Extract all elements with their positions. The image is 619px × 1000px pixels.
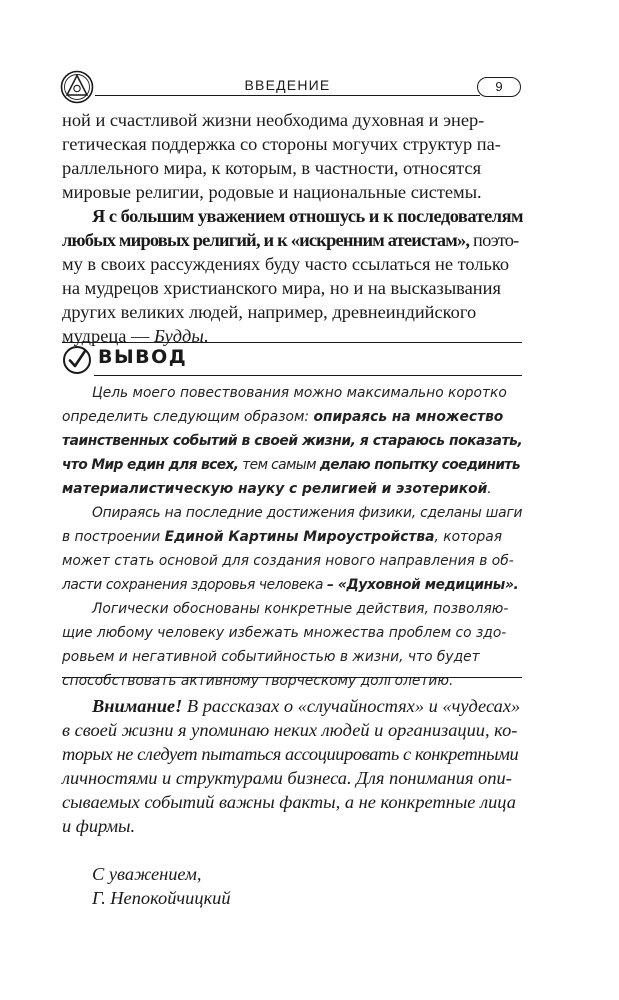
- checkmark-circle-icon: [62, 345, 92, 375]
- conclusion-title: ВЫВОД: [98, 346, 188, 368]
- text-line: в своей жизни я упоминаю неких людей и организации, ко-: [62, 720, 518, 740]
- text-line: на мудрецов христианского мира, но и на высказывания: [62, 278, 501, 298]
- conclusion-line: что Мир един для всех, тем самым делаю попытку соединить: [62, 457, 520, 473]
- text-line: Внимание! В рассказах о «случайностях» и «чудесах»: [92, 696, 521, 716]
- running-header-title: ВВЕДЕНИЕ: [244, 77, 331, 93]
- text-line: мудреца — Будды.: [62, 326, 209, 346]
- text-line: ной и счастливой жизни необходима духовная и энер-: [62, 110, 485, 130]
- text-line: Я с большим уважением отношусь и к последователям: [92, 206, 524, 226]
- conclusion-line: Опираясь на последние достижения физики, сделаны шаги: [92, 505, 523, 521]
- conclusion-line: ласти сохранения здоровья человека – «Духовной медицины».: [62, 577, 519, 593]
- conclusion-line: Логически обоснованы конкретные действия, позволяю-: [92, 601, 509, 617]
- text-line: гетическая поддержка со стороны могучих структур па-: [62, 134, 501, 154]
- text-line: и фирмы.: [62, 816, 136, 836]
- conclusion-line: может стать основой для создания нового направления в об-: [62, 553, 514, 569]
- text-line: раллельного мира, к которым, в частности, относятся: [62, 158, 482, 178]
- conclusion-line: определить следующим образом: опираясь на множество: [62, 409, 504, 425]
- conclusion-line: материалистическую науку с религией и эзотерикой.: [62, 481, 492, 497]
- conclusion-top-rule: [62, 342, 522, 343]
- page-number: 9: [477, 77, 521, 97]
- triangle-emblem-icon: [60, 70, 94, 104]
- text-line: любых мировых религий, и к «искренним атеистам», поэто-: [62, 230, 519, 250]
- conclusion-title-rule: [94, 375, 522, 376]
- header-rule: [95, 95, 480, 96]
- conclusion-line: способствовать активному творческому долголетию.: [62, 673, 454, 689]
- conclusion-line: в построении Единой Картины Мироустройства, которая: [62, 529, 503, 545]
- conclusion-bottom-rule: [62, 677, 522, 678]
- conclusion-line: Цель моего повествования можно максимально коротко: [92, 385, 507, 401]
- signature-author: Г. Непокойчицкий: [92, 888, 231, 908]
- signature-greeting: С уважением,: [92, 864, 202, 884]
- text-line: сываемых событий важны факты, а не конкретные лица: [62, 792, 516, 812]
- text-line: других великих людей, например, древнеиндийского: [62, 302, 477, 322]
- text-line: мировые религии, родовые и национальные системы.: [62, 182, 482, 202]
- text-line: личностями и структурами бизнеса. Для понимания опи-: [62, 768, 512, 788]
- text-line: торых не следует пытаться ассоциировать с конкретными: [62, 744, 519, 764]
- conclusion-line: таинственных событий в своей жизни, я стараюсь показать,: [62, 433, 523, 449]
- conclusion-line: ровьем и негативной событийностью в жизни, что будет: [62, 649, 480, 665]
- text-line: му в своих рассуждениях буду часто ссылаться не только: [62, 254, 510, 274]
- conclusion-line: щие любому человеку избежать множества проблем со здо-: [62, 625, 507, 641]
